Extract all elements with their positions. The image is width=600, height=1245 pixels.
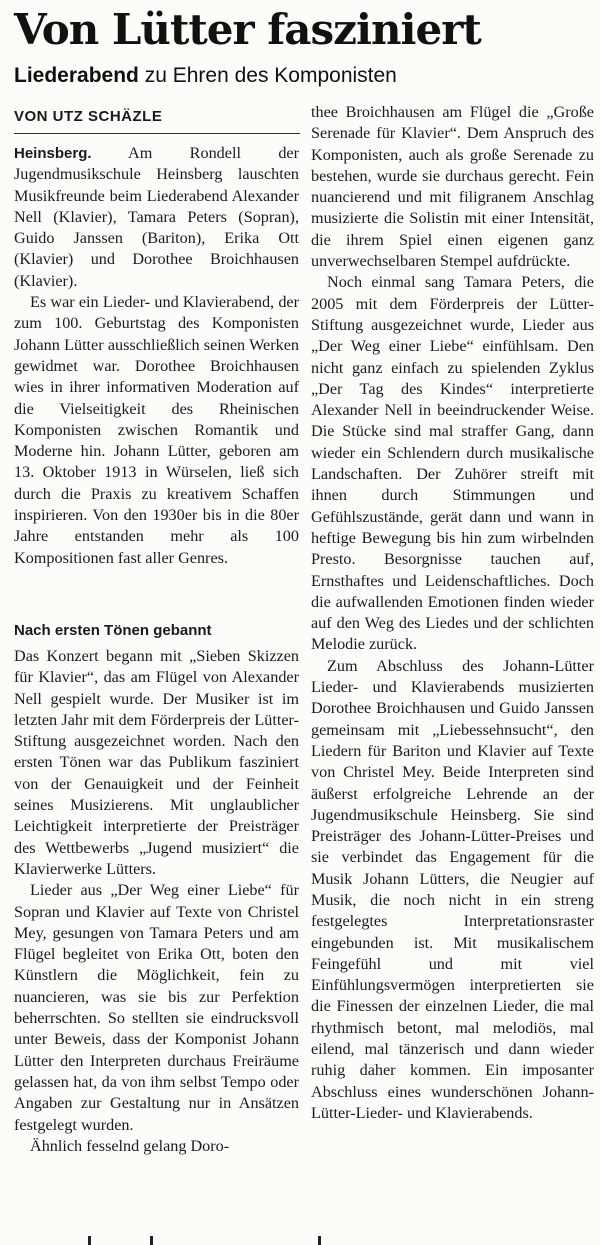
paragraph-6: Zum Abschluss des Johann-Lütter Lieder- und Klavierabends musizierten Dorothee Broichhausen und Guido Janssen gemeinsam mit „Liebessehnsucht“, den Liedern für Bariton und Klavier auf Texte von Christel Mey. Beide Interpreten sind äußerst erfolgreiche Lehrende an der Jugendmusikschule Heinsberg. Sie sind Preisträger des Johann-Lütter-Preises und sie verbindet das Engagement für die Musik Johann Lütters, die Neugier auf Musik, die noch nicht in ein streng festgelegtes Interpretationsraster eingebunden ist. Mit musikalischem Feingefühl und mit viel Einfühlungsvermögen interpretierten sie die Finessen der einzelnen Lieder, die mal rhythmisch betont, mal melodiös, mal eilend, mal tänzerisch und dann wieder ruhig daher kommen. Ein imposanter Abschluss eines wunderschönen Johann-Lütter-Lieder- und Klavierabends.	[311, 656, 594, 1122]
paragraph-3: Lieder aus „Der Weg einer Liebe“ für Sopran und Klavier auf Texte von Christel Mey, gesungen von Tamara Peters und am Flügel begleitet von Erika Ott, boten den Künstlern die Möglichkeit, fein zu nuancieren, was sie bis zur Perfektion beherrschten. So stellten sie eindrucksvoll unter Beweis, dass der Komponist Johann Lütter den Interpreten durchaus Freiräume gelassen hat, da von ihm selbst Tempo oder Angaben zur Gestaltung nur in Ansätzen festgelegt wurden.	[14, 881, 299, 1134]
paragraph-2: Das Konzert begann mit „Sieben Skizzen für Klavier“, das am Flügel von Alexander Nell gespielt wurde. Der Musiker ist im letzten Jahr mit dem Förderpreis der Lütter-Stiftung ausgezeichnet worden. Nach den ersten Tönen war das Publikum fasziniert von der Genauigkeit und der Feinheit seines Musizierens. Mit unglaublicher Leichtigkeit interpretierte der Preisträger des Wettbewerbs „Jugend musiziert“ die Klavierwerke Lütters.	[14, 647, 299, 878]
section-heading: Nach ersten Tönen gebannt	[14, 622, 212, 639]
cropped-next-line-fragments	[0, 1233, 600, 1245]
lead-paragraph	[14, 143, 299, 292]
subheadline-emphasis: Liederabend	[14, 64, 139, 87]
column-right	[311, 102, 594, 1124]
article-headline: Von Lütter fasziniert	[14, 5, 481, 54]
byline-divider	[14, 133, 300, 134]
text-fragment	[88, 1236, 91, 1245]
dateline: Heinsberg.	[14, 145, 92, 162]
byline: VON UTZ SCHÄZLE	[14, 108, 163, 125]
text-fragment	[150, 1236, 153, 1245]
column-left-top	[14, 143, 299, 569]
paragraph-5: Noch einmal sang Tamara Peters, die 2005 mit dem Förderpreis der Lütter-Stiftung ausgezeichnet wurde, Lieder aus „Der Weg einer Liebe“ einfühlsam. Den nicht ganz einfach zu spielenden Zyklus „Der Tag des Kindes“ interpretierte Alexander Nell in beeindruckender Weise. Die Stücke sind mal straffer Gang, dann wieder ein Schlendern durch musikalische Landschaften. Der Zuhörer streift mit ihnen durch Stimmungen und Gefühlszustände, gerät dann und wann in heftige Bewegung bis hin zum wirbelnden Presto. Besorgnisse tauchen auf, Ernsthaftes und Leidenschaftliches. Doch die aufwallenden Emotionen finden wieder auf den Weg des Liedes und der schlichten Melodie zurück.	[311, 273, 594, 654]
paragraph-1: Es war ein Lieder- und Klavierabend, der zum 100. Geburtstag des Komponisten Johann Lütter ausschließlich seinen Werken gewidmet war. Dorothee Broichhausen wies in ihrer informativen Moderation auf die Vielseitigkeit des Rheinischen Komponisten zwischen Romantik und Moderne hin. Johann Lütter, geboren am 13. Oktober 1913 in Würselen, ließ sich durch die Praxis zu kreativem Schaffen inspirieren. Von den 1930er bis in die 80er Jahre entstanden mehr als 100 Kompositionen fast aller Genres.	[14, 293, 299, 567]
lead-text: Am Rondell der Jugendmusikschule Heinsberg lauschten Musikfreunde beim Liederabend Alexander Nell (Klavier), Tamara Peters (Sopran), Guido Janssen (Bariton), Erika Ott (Klavier) und Dorothee Broichhausen (Klavier).	[14, 144, 299, 290]
paragraph-4-start: Ähnlich fesselnd gelang Doro-	[30, 1136, 230, 1155]
text-fragment	[318, 1236, 321, 1245]
paragraph-4-continued: thee Broichhausen am Flügel die „Große Serenade für Klavier“. Dem Anspruch des Komponisten, auch als große Serenade zu bestehen, wurde sie durchaus gerecht. Fein nuancierend und mit filigranem Anschlag musizierte die Solistin mit einer Intensität, die ihrem Spiel einen eigenen ganz unverwechselbaren Stempel aufdrückte.	[311, 103, 594, 271]
column-left-bottom	[14, 646, 299, 1157]
article-subheadline	[14, 62, 594, 90]
subheadline-text: zu Ehren des Komponisten	[138, 64, 397, 87]
